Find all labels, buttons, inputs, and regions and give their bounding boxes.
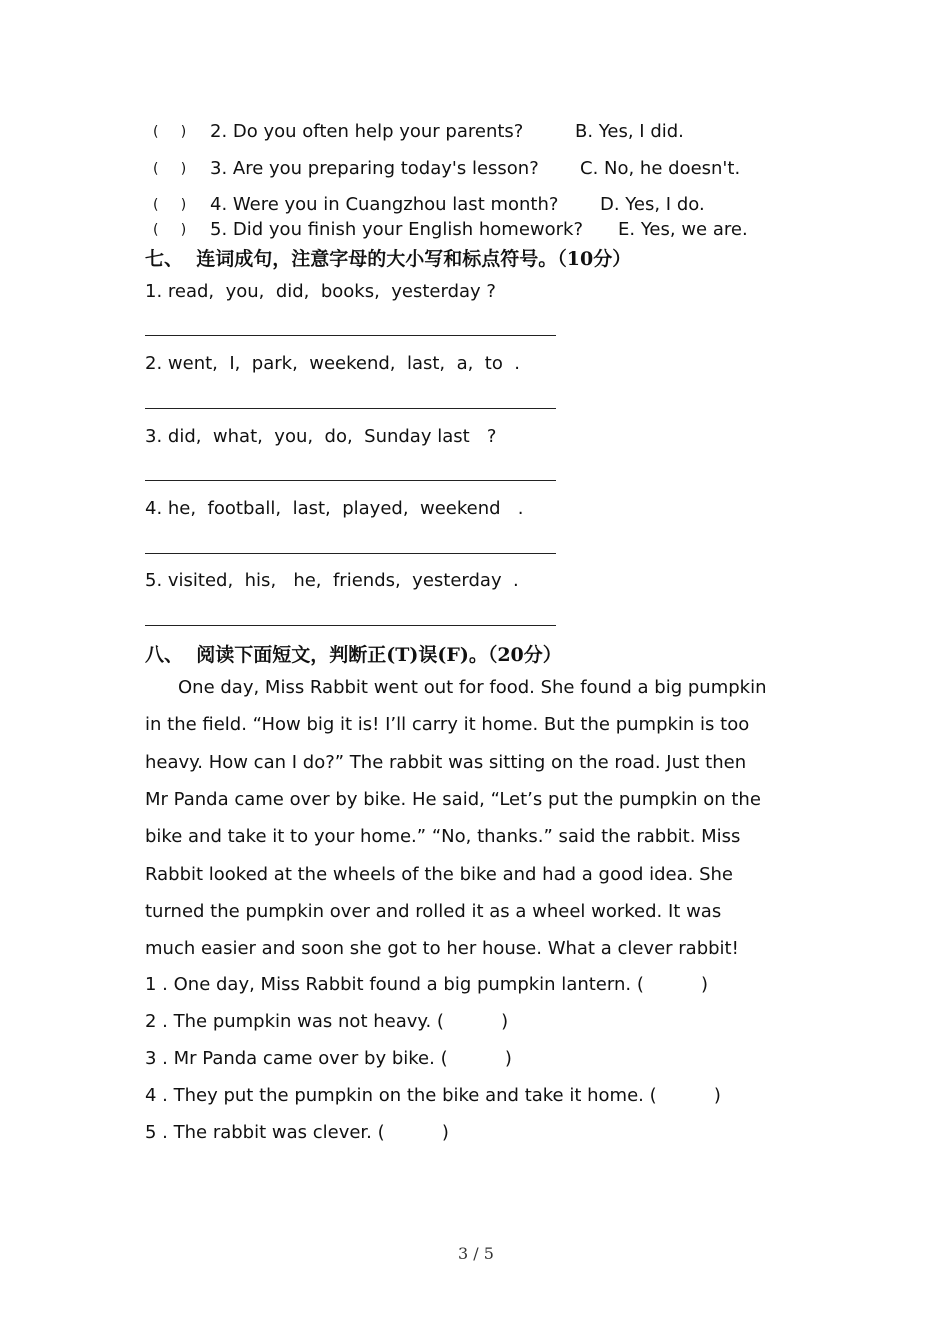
- statement-item: 1 . One day, Miss Rabbit found a big pumpkin lantern. ( ): [145, 974, 709, 995]
- matching-answer: E. Yes, we are.: [618, 219, 748, 240]
- sentence-item: 4. he, football, last, played, weekend .: [145, 498, 524, 519]
- section-8-title: 阅读下面短文，判断正(T)误(F)。（20分）: [196, 644, 562, 666]
- answer-line: [145, 625, 556, 626]
- answer-line: [145, 335, 556, 336]
- passage-line: in the field. “How big it is! I’ll carry it home. But the pumpkin is too: [145, 714, 750, 735]
- passage-line: Mr Panda came over by bike. He said, “Let’s put the pumpkin on the: [145, 789, 761, 810]
- sentence-item: 3. did, what, you, do, Sunday last ?: [145, 426, 497, 447]
- sentence-item: 2. went, I, park, weekend, last, a, to .: [145, 353, 521, 374]
- answer-line: [145, 553, 556, 554]
- statement-item: 4 . They put the pumpkin on the bike and take it home. ( ): [145, 1085, 721, 1106]
- matching-answer: C. No, he doesn't.: [580, 158, 741, 179]
- matching-answer: D. Yes, I do.: [600, 194, 705, 215]
- statement-item: 5 . The rabbit was clever. ( ): [145, 1122, 449, 1143]
- passage-line: One day, Miss Rabbit went out for food. She found a big pumpkin: [178, 677, 767, 698]
- matching-question: 3. Are you preparing today's lesson?: [210, 158, 539, 179]
- passage-line: Rabbit looked at the wheels of the bike and had a good idea. She: [145, 864, 733, 885]
- passage-line: much easier and soon she got to her house. What a clever rabbit!: [145, 938, 739, 959]
- section-7-heading: [145, 244, 631, 271]
- sentence-item: 1. read, you, did, books, yesterday ?: [145, 281, 496, 302]
- matching-question: 5. Did you finish your English homework?: [210, 219, 584, 240]
- page-number: 3 / 5: [458, 1244, 494, 1263]
- statement-item: 2 . The pumpkin was not heavy. ( ): [145, 1011, 509, 1032]
- answer-line: [145, 480, 556, 481]
- passage-line: turned the pumpkin over and rolled it as a wheel worked. It was: [145, 901, 722, 922]
- answer-bracket: ( ): [153, 124, 187, 140]
- section-8-heading: [145, 640, 562, 667]
- section-8-number: 八、: [145, 644, 184, 666]
- sentence-item: 5. visited, his, he, friends, yesterday .: [145, 570, 519, 591]
- passage-line: heavy. How can I do?” The rabbit was sitting on the road. Just then: [145, 752, 747, 773]
- section-7-number: 七、: [145, 248, 184, 270]
- matching-answer: B. Yes, I did.: [575, 121, 684, 142]
- passage-line: bike and take it to your home.” “No, thanks.” said the rabbit. Miss: [145, 826, 741, 847]
- section-7-title: 连词成句，注意字母的大小写和标点符号。（10分）: [196, 248, 632, 270]
- matching-question: 2. Do you often help your parents?: [210, 121, 524, 142]
- answer-bracket: ( ): [153, 197, 187, 213]
- answer-bracket: ( ): [153, 222, 187, 238]
- statement-item: 3 . Mr Panda came over by bike. ( ): [145, 1048, 512, 1069]
- answer-line: [145, 408, 556, 409]
- answer-bracket: ( ): [153, 161, 187, 177]
- matching-question: 4. Were you in Cuangzhou last month?: [210, 194, 559, 215]
